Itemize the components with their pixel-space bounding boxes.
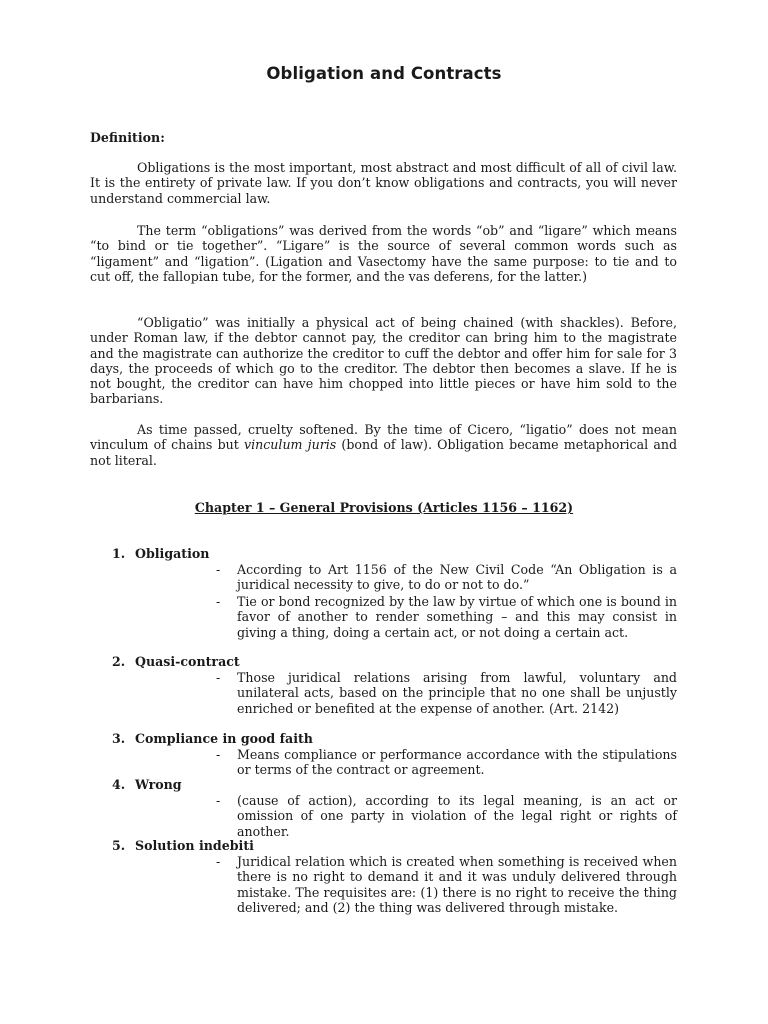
- definition-heading: Definition:: [90, 130, 165, 145]
- list-item-title: [112, 731, 313, 746]
- dash-marker: -: [216, 854, 221, 869]
- dash-marker: -: [216, 670, 221, 685]
- bullet-text: Juridical relation which is created when something is received when there is no right to demand it and it was unduly delivered through mistake. The requisites are: (1) there is no right to receive the thing delivered; and (2) the thing was delivered through mistake.: [237, 854, 677, 915]
- paragraph-cicero-text-a: As time passed, cruelty softened. By the time of Cicero, “ligatio” does not mean vinculum of chains but: [90, 422, 677, 453]
- chapter-heading: Chapter 1 – General Provisions (Articles 1156 – 1162): [194, 500, 574, 515]
- dash-marker: -: [216, 747, 221, 762]
- list-item-title: [112, 777, 182, 792]
- list-item-label: Compliance in good faith: [135, 731, 313, 746]
- list-item-number: 1.: [112, 546, 126, 561]
- paragraph-cicero-italic: vinculum juris: [244, 437, 337, 453]
- list-item-label: Quasi-contract: [135, 654, 240, 669]
- paragraph-cicero: [90, 422, 677, 468]
- list-item-label: Obligation: [135, 546, 210, 561]
- paragraph-cicero-text-b: (bond of law). Obligation became metaphorical and not literal.: [90, 437, 678, 468]
- list-item-bullet: [216, 793, 677, 839]
- paragraph-term-origin: The term “obligations” was derived from the words “ob” and “ligare” which means “to bind or tie together”. “Ligare” is the source of several common words such as “ligament” and “ligation”. (Ligation and Vasectomy have the same purpose: to tie and to cut off, the fallopian tube, for the former, and the vas deferens, for the latter.): [90, 223, 677, 284]
- bullet-text: Those juridical relations arising from lawful, voluntary and unilateral acts, based on the principle that no one shall be unjustly enriched or benefited at the expense of another. (Art. 2142): [237, 670, 677, 716]
- list-item-number: 3.: [112, 731, 126, 746]
- list-item-bullet: [216, 594, 677, 640]
- paragraph-obligations-importance: Obligations is the most important, most abstract and most difficult of all of civil law. It is the entirety of private law. If you don’t know obligations and contracts, you will never understand commercial law.: [90, 160, 677, 206]
- list-item-number: 5.: [112, 838, 126, 853]
- paragraph-obligatio-history: “Obligatio” was initially a physical act of being chained (with shackles). Before, under Roman law, if the debtor cannot pay, the creditor can bring him to the magistrate and the magistrate can authorize the creditor to cuff the debtor and offer him for sale for 3 days, the proceeds of which go to the creditor. The debtor then becomes a slave. If he is not bought, the creditor can have him chopped into little pieces or have him sold to the barbarians.: [90, 315, 677, 407]
- list-item-bullet: [216, 670, 677, 716]
- page-title: Obligation and Contracts: [266, 64, 502, 83]
- list-item-number: 2.: [112, 654, 126, 669]
- list-item-title: [112, 654, 240, 669]
- dash-marker: -: [216, 562, 221, 577]
- list-item-bullet: [216, 747, 677, 778]
- list-item-title: [112, 546, 209, 561]
- bullet-text: Tie or bond recognized by the law by virtue of which one is bound in favor of another to render something – and this may consist in giving a thing, doing a certain act, or not doing a certain act.: [237, 594, 677, 640]
- dash-marker: -: [216, 793, 221, 808]
- list-item-label: Wrong: [135, 777, 182, 792]
- bullet-text: Means compliance or performance accordance with the stipulations or terms of the contract or agreement.: [237, 747, 677, 778]
- list-item-number: 4.: [112, 777, 126, 792]
- list-item-bullet: [216, 562, 677, 593]
- list-item-title: [112, 838, 254, 853]
- bullet-text: (cause of action), according to its legal meaning, is an act or omission of one party in violation of the legal right or rights of another.: [237, 793, 677, 839]
- dash-marker: -: [216, 594, 221, 609]
- list-item-bullet: [216, 854, 677, 915]
- bullet-text: According to Art 1156 of the New Civil Code “An Obligation is a juridical necessity to give, to do or not to do.”: [237, 562, 677, 593]
- list-item-label: Solution indebiti: [135, 838, 254, 853]
